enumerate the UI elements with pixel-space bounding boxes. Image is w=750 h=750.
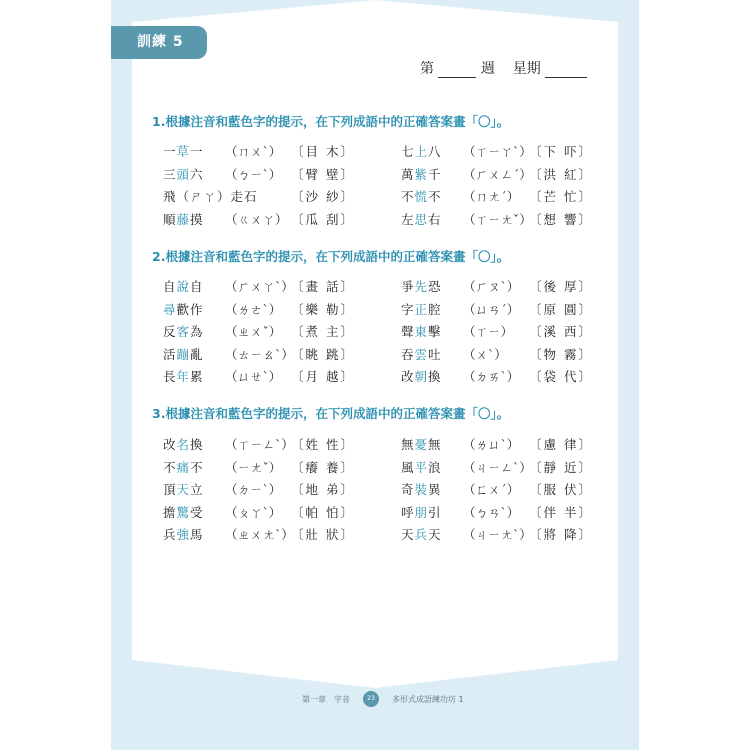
zhuyin-hint: （ㄐㄧㄤˋ） bbox=[463, 527, 532, 542]
idiom-hint-char: 紫 bbox=[414, 166, 429, 182]
answer-choices[interactable]: 〔服 伏〕 bbox=[529, 482, 593, 497]
idiom-part: 換 bbox=[428, 369, 442, 384]
idiom-part: 活 bbox=[163, 346, 177, 362]
idiom-part: 反 bbox=[163, 324, 177, 339]
idiom-part: 馬 bbox=[190, 527, 204, 542]
idiom-row bbox=[163, 504, 385, 522]
answer-choices[interactable]: 〔溪 西〕 bbox=[529, 324, 593, 339]
idiom-text bbox=[401, 143, 442, 161]
idiom-text bbox=[163, 436, 204, 454]
idiom-part: 八 bbox=[428, 144, 442, 159]
section-3-title: 3.根據注音和藍色字的提示，在下列成語中的正確答案畫「〇」。 bbox=[152, 406, 510, 421]
answer-choices[interactable]: 〔洪 紅〕 bbox=[529, 166, 593, 182]
idiom-row bbox=[401, 301, 623, 319]
idiom-text bbox=[401, 459, 442, 477]
zhuyin-hint: （ㄊㄧㄠˋ） bbox=[225, 346, 294, 362]
zhuyin-hint: （ㄇㄤˊ） bbox=[463, 189, 520, 204]
idiom-row bbox=[163, 481, 385, 499]
idiom-part: 一 bbox=[190, 144, 204, 159]
idiom-row bbox=[163, 166, 385, 184]
idiom-hint-char: 天 bbox=[176, 482, 191, 497]
idiom-hint-char: 兵 bbox=[414, 527, 429, 542]
idiom-part: 擊 bbox=[428, 324, 442, 339]
idiom-hint-char: 思 bbox=[414, 211, 429, 227]
idiom-row bbox=[163, 526, 385, 544]
idiom-part: 飛 bbox=[163, 189, 177, 204]
answer-choices[interactable]: 〔靜 近〕 bbox=[529, 459, 593, 475]
idiom-part: 換 bbox=[190, 437, 204, 452]
idiom-row bbox=[163, 436, 385, 454]
idiom-part: 無 bbox=[401, 437, 415, 452]
idiom-hint-char: 朋 bbox=[414, 504, 429, 520]
idiom-hint-char: 強 bbox=[176, 527, 191, 542]
idiom-part: 受 bbox=[190, 504, 204, 520]
idiom-part: 右 bbox=[428, 211, 442, 227]
idiom-hint-char: 裝 bbox=[414, 482, 429, 497]
idiom-hint-char: 憂 bbox=[414, 437, 429, 452]
zhuyin-hint: （ㄓㄨˇ） bbox=[225, 324, 282, 339]
idiom-part: 左 bbox=[401, 211, 415, 227]
section-2-title: 2.根據注音和藍色字的提示，在下列成語中的正確答案畫「〇」。 bbox=[152, 249, 510, 264]
idiom-part: 為 bbox=[190, 324, 204, 339]
answer-choices[interactable]: 〔芒 忙〕 bbox=[529, 189, 593, 204]
idiom-part: 不 bbox=[190, 459, 204, 475]
idiom-row bbox=[163, 301, 385, 319]
answer-choices[interactable]: 〔將 降〕 bbox=[529, 527, 593, 542]
answer-choices[interactable]: 〔眺 跳〕 bbox=[291, 346, 355, 362]
idiom-part: 吐 bbox=[428, 346, 442, 362]
idiom-part: 頂 bbox=[163, 482, 177, 497]
section-1-title: 1.根據注音和藍色字的提示，在下列成語中的正確答案畫「〇」。 bbox=[152, 114, 510, 129]
idiom-hint-char: 蹦 bbox=[176, 346, 191, 362]
idiom-part: 不 bbox=[163, 459, 177, 475]
idiom-part: 三 bbox=[163, 166, 177, 182]
idiom-text bbox=[163, 346, 204, 364]
idiom-part: 改 bbox=[163, 437, 177, 452]
zhuyin-hint: （ㄧㄤˇ） bbox=[225, 459, 282, 475]
idiom-part: 不 bbox=[428, 189, 442, 204]
idiom-text bbox=[163, 278, 204, 296]
answer-choices[interactable]: 〔瓜 刮〕 bbox=[291, 211, 355, 227]
idiom-hint-char: 先 bbox=[414, 279, 429, 294]
idiom-hint-char: 尋 bbox=[163, 301, 177, 317]
idiom-row bbox=[401, 188, 623, 206]
answer-choices[interactable]: 〔後 厚〕 bbox=[529, 279, 593, 294]
zhuyin-hint: （ㄍㄨㄚ） bbox=[225, 211, 288, 227]
page-footer bbox=[0, 691, 750, 707]
idiom-part: 改 bbox=[401, 369, 415, 384]
idiom-part: （ㄕㄚ）走石 bbox=[176, 189, 258, 204]
idiom-row bbox=[401, 323, 623, 341]
idiom-row bbox=[401, 278, 623, 296]
idiom-part: 無 bbox=[428, 437, 442, 452]
idiom-hint-char: 正 bbox=[414, 301, 429, 317]
idiom-text bbox=[401, 436, 442, 454]
answer-choices[interactable]: 〔畫 話〕 bbox=[291, 279, 355, 294]
idiom-text bbox=[163, 526, 204, 544]
idiom-part: 吞 bbox=[401, 346, 415, 362]
answer-choices[interactable]: 〔姓 性〕 bbox=[291, 437, 355, 452]
answer-choices[interactable]: 〔物 霧〕 bbox=[529, 346, 593, 362]
idiom-text bbox=[163, 143, 204, 161]
idiom-part: 千 bbox=[428, 166, 442, 182]
footer-chapter: 第一章 字音 bbox=[302, 695, 350, 704]
day-blank[interactable] bbox=[545, 63, 587, 78]
answer-choices[interactable]: 〔帕 怕〕 bbox=[291, 504, 355, 520]
idiom-part: 一 bbox=[163, 144, 177, 159]
zhuyin-hint: （ㄏㄡˋ） bbox=[463, 279, 520, 294]
idiom-part: 恐 bbox=[428, 279, 442, 294]
idiom-part: 萬 bbox=[401, 166, 415, 182]
answer-choices[interactable]: 〔地 弟〕 bbox=[291, 482, 355, 497]
day-label: 星期 bbox=[512, 61, 541, 77]
idiom-text bbox=[163, 166, 204, 184]
idiom-part: 呼 bbox=[401, 504, 415, 520]
idiom-row bbox=[163, 143, 385, 161]
idiom-text bbox=[401, 526, 442, 544]
answer-choices[interactable]: 〔月 越〕 bbox=[291, 369, 355, 384]
answer-choices[interactable]: 〔慮 律〕 bbox=[529, 437, 593, 452]
idiom-text bbox=[401, 211, 442, 229]
zhuyin-hint: （ㄉㄧˋ） bbox=[225, 482, 282, 497]
idiom-text bbox=[163, 323, 204, 341]
idiom-row bbox=[401, 481, 623, 499]
idiom-part: 立 bbox=[190, 482, 204, 497]
idiom-text bbox=[163, 368, 204, 386]
idiom-part: 亂 bbox=[190, 346, 204, 362]
zhuyin-hint: （ㄒㄧㄤˇ） bbox=[463, 211, 532, 227]
idiom-hint-char: 年 bbox=[176, 369, 191, 384]
answer-choices[interactable]: 〔目 木〕 bbox=[291, 144, 355, 159]
idiom-row bbox=[401, 346, 623, 364]
idiom-text bbox=[163, 504, 204, 522]
idiom-hint-char: 慌 bbox=[414, 189, 429, 204]
zhuyin-hint: （ㄨˋ） bbox=[463, 346, 507, 362]
idiom-part: 聲 bbox=[401, 324, 415, 339]
answer-choices[interactable]: 〔癢 養〕 bbox=[291, 459, 355, 475]
idiom-row bbox=[163, 211, 385, 229]
idiom-part: 長 bbox=[163, 369, 177, 384]
answer-choices[interactable]: 〔煮 主〕 bbox=[291, 324, 355, 339]
idiom-hint-char: 頭 bbox=[176, 166, 191, 182]
idiom-hint-char: 驚 bbox=[176, 504, 191, 520]
zhuyin-hint: （ㄒㄧㄥˋ） bbox=[225, 437, 294, 452]
zhuyin-hint: （ㄏㄨㄥˊ） bbox=[463, 166, 532, 182]
idiom-part: 風 bbox=[401, 459, 415, 475]
idiom-part: 爭 bbox=[401, 279, 415, 294]
answer-choices[interactable]: 〔樂 勒〕 bbox=[291, 301, 355, 317]
week-day-line bbox=[420, 58, 587, 78]
zhuyin-hint: （ㄅㄧˋ） bbox=[225, 166, 282, 182]
idiom-row bbox=[163, 368, 385, 386]
idiom-row bbox=[163, 278, 385, 296]
idiom-text bbox=[401, 278, 442, 296]
idiom-text bbox=[163, 301, 204, 319]
idiom-hint-char: 客 bbox=[176, 324, 191, 339]
idiom-text bbox=[163, 211, 204, 229]
idiom-part: 七 bbox=[401, 144, 415, 159]
idiom-part: 擔 bbox=[163, 504, 177, 520]
idiom-row bbox=[401, 211, 623, 229]
idiom-text bbox=[163, 188, 258, 206]
zhuyin-hint: （ㄏㄨㄚˋ） bbox=[225, 279, 294, 294]
idiom-part: 自 bbox=[190, 279, 204, 294]
idiom-hint-char: 說 bbox=[176, 279, 191, 294]
zhuyin-hint: （ㄓㄨㄤˋ） bbox=[225, 527, 294, 542]
idiom-row bbox=[163, 323, 385, 341]
page-number: 23 bbox=[363, 691, 379, 707]
zhuyin-hint: （ㄇㄨˋ） bbox=[225, 144, 282, 159]
idiom-part: 奇 bbox=[401, 482, 415, 497]
idiom-part: 累 bbox=[190, 369, 204, 384]
idiom-row bbox=[401, 143, 623, 161]
idiom-hint-char: 東 bbox=[414, 324, 429, 339]
idiom-row bbox=[163, 188, 385, 206]
idiom-part: 歡作 bbox=[176, 301, 204, 317]
idiom-row bbox=[401, 504, 623, 522]
week-blank[interactable] bbox=[438, 63, 476, 78]
answer-choices[interactable]: 〔袋 代〕 bbox=[529, 369, 593, 384]
idiom-text bbox=[163, 459, 204, 477]
idiom-text bbox=[401, 481, 442, 499]
idiom-hint-char: 雲 bbox=[414, 346, 429, 362]
idiom-hint-char: 上 bbox=[414, 144, 429, 159]
idiom-text bbox=[401, 346, 442, 364]
idiom-text bbox=[401, 301, 442, 319]
zhuyin-hint: （ㄩㄢˊ） bbox=[463, 301, 520, 317]
idiom-text bbox=[401, 188, 442, 206]
idiom-row bbox=[401, 166, 623, 184]
idiom-text bbox=[401, 323, 442, 341]
week-label-1: 第 bbox=[420, 61, 434, 77]
answer-choices[interactable]: 〔下 吓〕 bbox=[529, 144, 593, 159]
idiom-hint-char: 平 bbox=[414, 459, 429, 475]
idiom-row bbox=[401, 459, 623, 477]
idiom-row bbox=[163, 459, 385, 477]
idiom-part: 天 bbox=[428, 527, 442, 542]
idiom-part: 不 bbox=[401, 189, 415, 204]
idiom-row bbox=[401, 436, 623, 454]
idiom-part: 摸 bbox=[190, 211, 204, 227]
idiom-part: 異 bbox=[428, 482, 442, 497]
idiom-hint-char: 朝 bbox=[414, 369, 429, 384]
answer-choices[interactable]: 〔臂 壁〕 bbox=[291, 166, 355, 182]
idiom-part: 天 bbox=[401, 527, 415, 542]
idiom-row bbox=[163, 346, 385, 364]
idiom-hint-char: 藤 bbox=[176, 211, 191, 227]
answer-choices[interactable]: 〔原 圓〕 bbox=[529, 301, 593, 317]
zhuyin-hint: （ㄉㄞˋ） bbox=[463, 369, 520, 384]
idiom-hint-char: 名 bbox=[176, 437, 191, 452]
answer-choices[interactable]: 〔伴 半〕 bbox=[529, 504, 593, 520]
zhuyin-hint: （ㄈㄨˊ） bbox=[463, 482, 520, 497]
idiom-hint-char: 痛 bbox=[176, 459, 191, 475]
idiom-part: 兵 bbox=[163, 527, 177, 542]
idiom-text bbox=[401, 166, 442, 184]
zhuyin-hint: （ㄩㄝˋ） bbox=[225, 369, 282, 384]
idiom-part: 引 bbox=[428, 504, 442, 520]
answer-choices[interactable]: 〔沙 紗〕 bbox=[291, 189, 355, 204]
idiom-hint-char: 草 bbox=[176, 144, 191, 159]
lesson-tab: 訓練 5 bbox=[111, 26, 207, 59]
idiom-text bbox=[401, 504, 442, 522]
idiom-row bbox=[401, 526, 623, 544]
idiom-text bbox=[163, 481, 204, 499]
zhuyin-hint: （ㄅㄢˋ） bbox=[463, 504, 520, 520]
zhuyin-hint: （ㄒㄧ） bbox=[463, 324, 514, 339]
zhuyin-hint: （ㄆㄚˋ） bbox=[225, 504, 282, 520]
idiom-part: 字 bbox=[401, 301, 415, 317]
zhuyin-hint: （ㄌㄜˋ） bbox=[225, 301, 282, 317]
idiom-row bbox=[401, 368, 623, 386]
idiom-part: 腔 bbox=[428, 301, 442, 317]
zhuyin-hint: （ㄐㄧㄥˋ） bbox=[463, 459, 532, 475]
answer-choices[interactable]: 〔壯 狀〕 bbox=[291, 527, 355, 542]
week-label-2: 週 bbox=[480, 61, 495, 77]
idiom-part: 浪 bbox=[428, 459, 442, 475]
idiom-part: 順 bbox=[163, 211, 177, 227]
footer-book-title: 多形式成語練功坊 1 bbox=[392, 695, 464, 704]
idiom-part: 自 bbox=[163, 279, 177, 294]
idiom-text bbox=[401, 368, 442, 386]
zhuyin-hint: （ㄌㄩˋ） bbox=[463, 437, 520, 452]
idiom-part: 六 bbox=[190, 166, 204, 182]
zhuyin-hint: （ㄒㄧㄚˋ） bbox=[463, 144, 532, 159]
answer-choices[interactable]: 〔想 響〕 bbox=[529, 211, 593, 227]
